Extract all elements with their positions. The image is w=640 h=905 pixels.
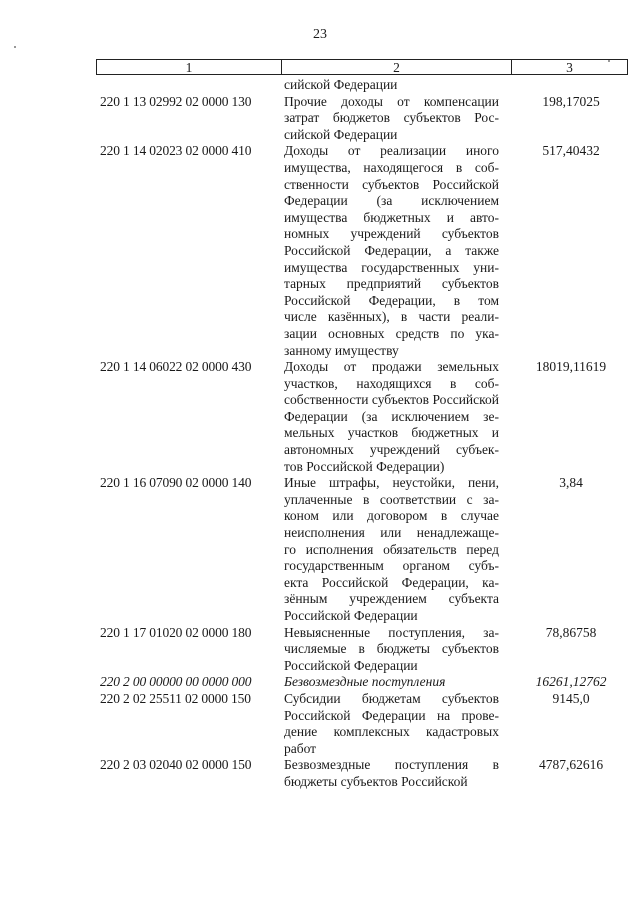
- budget-code: 220 2 02 25511 02 0000 150: [100, 690, 251, 706]
- description-line: тов Российской Федерации): [284, 458, 445, 474]
- description-line: Российской Федерации, в том: [284, 292, 499, 308]
- income-description: [284, 143, 499, 359]
- income-description: [284, 691, 499, 757]
- income-description: [284, 674, 499, 691]
- table-row: [0, 757, 640, 790]
- description-line: Невыясненные поступления, за-: [284, 624, 499, 640]
- description-line: мельных участков бюджетных и: [284, 425, 499, 441]
- income-description: [284, 77, 499, 94]
- description-line: Российской Федерации на прове-: [284, 707, 499, 723]
- budget-code: 220 1 13 02992 02 0000 130: [100, 93, 252, 109]
- header-col-2: 2: [282, 60, 512, 74]
- description-line: Безвозмездные поступления в: [284, 757, 499, 773]
- header-col-1: 1: [97, 60, 282, 74]
- budget-code: 220 1 17 01020 02 0000 180: [100, 624, 252, 640]
- table-row: [0, 94, 640, 144]
- table-row: [0, 77, 640, 94]
- description-line: тарных предприятий субъектов: [284, 276, 499, 292]
- income-description: [284, 94, 499, 144]
- amount-value: 18019,11619: [535, 359, 607, 375]
- description-line: коном или договором в случае: [284, 508, 499, 524]
- description-line: зённым учреждением субъекта: [284, 591, 499, 607]
- description-line: автономных учреждений субъек-: [284, 442, 499, 458]
- amount-value: 9145,0: [552, 690, 590, 706]
- amount-value: 4787,62616: [538, 757, 604, 773]
- scan-speck: [14, 46, 16, 48]
- description-line: уплаченные в соответствии с за-: [284, 491, 499, 507]
- description-line: имущества, находящегося в соб-: [284, 159, 499, 175]
- description-line: зации основных средств по ука-: [284, 325, 499, 341]
- budget-code: 220 1 16 07090 02 0000 140: [100, 475, 252, 491]
- description-line: собственности субъектов Российской: [284, 392, 499, 408]
- description-line: дение комплексных кадастровых: [284, 724, 499, 740]
- income-description: [284, 475, 499, 624]
- description-line: сийской Федерации: [284, 77, 398, 92]
- description-line: сийской Федерации: [284, 126, 398, 142]
- description-line: имущества государственных уни-: [284, 259, 499, 275]
- description-line: Субсидии бюджетам субъектов: [284, 690, 499, 706]
- description-line: бюджеты субъектов Российской: [284, 773, 468, 789]
- description-line: Безвозмездные поступления: [284, 674, 446, 690]
- description-line: Федерации (за исключением зе-: [284, 408, 499, 424]
- description-line: числе казённых), в части реали-: [284, 309, 499, 325]
- description-line: ственности субъектов Российской: [284, 176, 499, 192]
- amount-value: 78,86758: [545, 624, 597, 640]
- table-body: [0, 77, 640, 791]
- description-line: занному имуществу: [284, 342, 399, 358]
- description-line: государственным органом субъ-: [284, 558, 499, 574]
- budget-code: 220 1 14 02023 02 0000 410: [100, 143, 252, 159]
- description-line: неисполнения или ненадлежаще-: [284, 525, 499, 541]
- table-header: [96, 59, 628, 75]
- income-description: [284, 757, 499, 790]
- description-line: Прочие доходы от компенсации: [284, 93, 499, 109]
- income-description: [284, 359, 499, 475]
- page-number: 23: [313, 27, 327, 42]
- description-line: затрат бюджетов субъектов Рос-: [284, 110, 499, 126]
- income-description: [284, 625, 499, 675]
- amount-value: 198,17025: [542, 93, 600, 109]
- description-line: го исполнения обязательств перед: [284, 541, 499, 557]
- amount-value: 3,84: [559, 475, 583, 491]
- budget-code: 220 1 14 06022 02 0000 430: [100, 359, 252, 375]
- amount-value: 16261,12762: [535, 674, 607, 690]
- description-line: Федерации (за исключением: [284, 193, 499, 209]
- table-row: [0, 475, 640, 624]
- table-row: [0, 625, 640, 675]
- description-line: номных учреждений субъектов: [284, 226, 499, 242]
- description-line: Доходы от продажи земельных: [284, 359, 499, 375]
- scan-speck: [608, 60, 610, 62]
- table-row: [0, 359, 640, 475]
- budget-code: 220 2 00 00000 00 0000 000: [100, 674, 252, 690]
- table-row: [0, 691, 640, 757]
- table-row: [0, 674, 640, 691]
- description-line: участков, находящихся в соб-: [284, 375, 499, 391]
- table-row: [0, 143, 640, 359]
- amount-value: 517,40432: [542, 143, 600, 159]
- description-line: имущества бюджетных и авто-: [284, 209, 499, 225]
- description-line: Иные штрафы, неустойки, пени,: [284, 475, 499, 491]
- description-line: числяемые в бюджеты субъектов: [284, 641, 499, 657]
- description-line: Российской Федерации: [284, 657, 418, 673]
- description-line: Российской Федерации, а также: [284, 242, 499, 258]
- description-line: екта Российской Федерации, ка-: [284, 574, 499, 590]
- description-line: Российской Федерации: [284, 608, 418, 623]
- description-line: работ: [284, 740, 317, 756]
- budget-code: 220 2 03 02040 02 0000 150: [100, 757, 252, 773]
- header-col-3: 3: [566, 60, 573, 75]
- description-line: Доходы от реализации иного: [284, 143, 499, 159]
